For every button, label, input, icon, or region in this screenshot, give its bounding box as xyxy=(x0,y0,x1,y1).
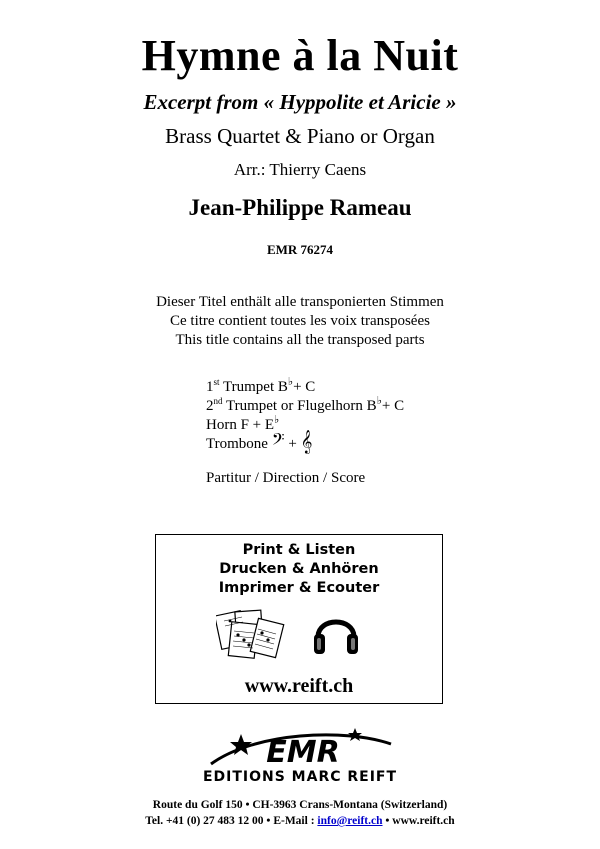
logo-text: EMR xyxy=(266,735,340,770)
part-trumpet-2: 2nd Trumpet or Flugelhorn B♭+ C xyxy=(206,395,405,414)
part-trombone: Trombone 𝄢 + 𝄞 xyxy=(206,431,313,453)
publisher-contact: Tel. +41 (0) 27 483 12 00 • E-Mail : info@reift.ch • www.reift.ch xyxy=(145,815,455,827)
instrumentation: Brass Quartet & Piano or Organ xyxy=(165,124,435,148)
part-horn: Horn F + E♭ xyxy=(206,414,280,433)
flat-icon: ♭ xyxy=(274,414,280,426)
print-listen-box xyxy=(155,534,443,704)
composer: Jean-Philippe Rameau xyxy=(188,195,412,220)
email-link[interactable]: info@reift.ch xyxy=(317,815,383,827)
promo-line-de: Drucken & Anhören xyxy=(219,561,379,577)
treble-clef-icon: 𝄞 xyxy=(300,431,313,453)
flat-icon: ♭ xyxy=(287,376,294,388)
score-line: Partitur / Direction / Score xyxy=(206,470,366,486)
subtitle: Excerpt from « Hyppolite et Aricie » xyxy=(143,90,457,114)
sheet-music-icon xyxy=(216,607,286,663)
transposed-note-fr: Ce titre contient toutes les voix transposées xyxy=(170,313,430,329)
promo-line-en: Print & Listen xyxy=(242,542,356,558)
transposed-note-de: Dieser Titel enthält alle transponierten Stimmen xyxy=(156,294,444,310)
part-trumpet-1: 1st Trumpet B♭+ C xyxy=(206,376,316,395)
arranger: Arr.: Thierry Caens xyxy=(233,160,367,179)
flat-icon: ♭ xyxy=(376,395,382,407)
publisher-address: Route du Golf 150 • CH-3963 Crans-Montana (Switzerland) xyxy=(152,799,448,811)
transposed-note-en: This title contains all the transposed parts xyxy=(175,332,425,348)
promo-line-fr: Imprimer & Ecouter xyxy=(218,580,380,596)
emr-logo xyxy=(205,724,395,772)
headphones-icon xyxy=(311,607,361,661)
catalog-number: EMR 76274 xyxy=(266,242,334,257)
website-link[interactable]: www.reift.ch xyxy=(244,675,354,697)
title: Hymne à la Nuit xyxy=(141,31,459,80)
bass-clef-icon: 𝄢 xyxy=(271,431,285,453)
publisher-name: EDITIONS MARC REIFT xyxy=(202,769,398,785)
parts-list xyxy=(206,378,404,454)
